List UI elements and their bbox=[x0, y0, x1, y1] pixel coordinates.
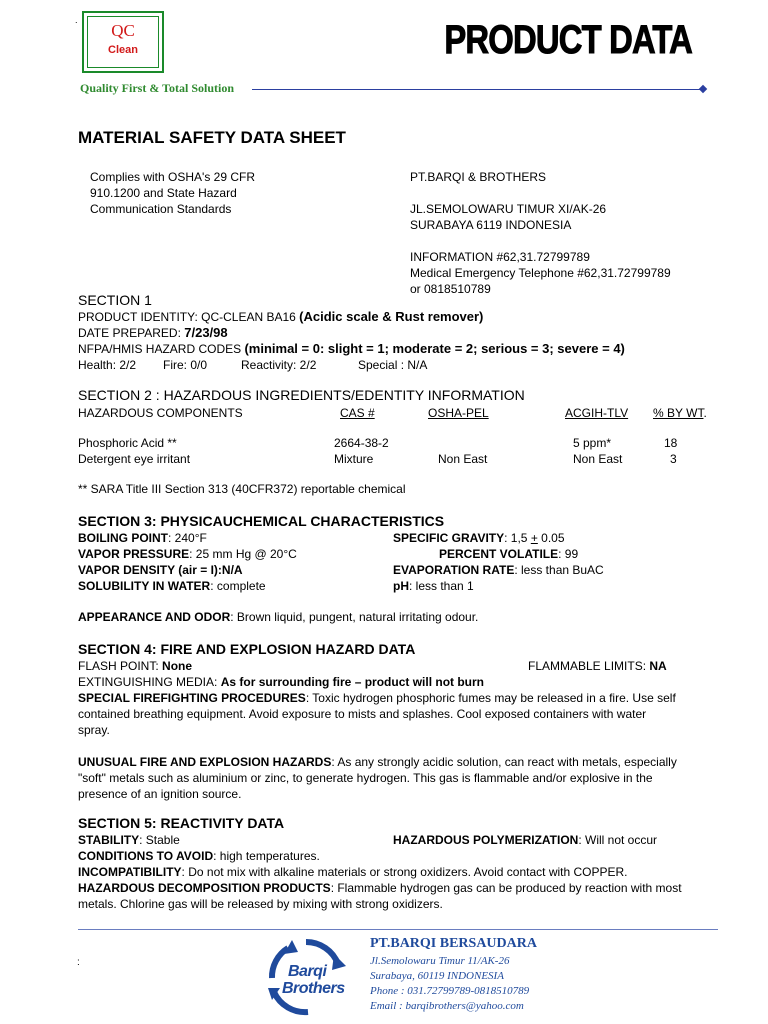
section3-heading: SECTION 3: PHYSICAUCHEMICAL CHARACTERISTICS bbox=[78, 513, 445, 529]
sara-note: ** SARA Title III Section 313 (40CFR372) reportable chemical bbox=[78, 482, 406, 496]
section5-body: STABILITY: Stable HAZARDOUS POLYMERIZATION: Will not occur CONDITIONS TO AVOID: high temperatures. INCOMPATIBILITY: Do not mix with alkaline materials or strong oxidizers. Avoid contact with COPPER. HAZARDOUS DECOMPOSITION PRODUCTS: Flammable hydrogen gas can be produced by reaction with most metals. Chlorine gas will be released by mixing with strong oxidizers. bbox=[78, 833, 682, 911]
section1-heading: SECTION 1 bbox=[78, 292, 152, 308]
table-row: Detergent eye irritant Mixture Non East Non East 3 bbox=[78, 452, 677, 466]
section2-table-header: HAZARDOUS COMPONENTS CAS # OSHA-PEL ACGIH-TLV % BY WT. bbox=[78, 406, 707, 420]
tagline-rule bbox=[252, 89, 704, 90]
logo-clean-text: Clean bbox=[108, 44, 138, 56]
tagline: Quality First & Total Solution bbox=[80, 81, 235, 95]
osha-compliance: Complies with OSHA's 29 CFR 910.1200 and State Hazard Communication Standards bbox=[90, 170, 255, 216]
section1-body: PRODUCT IDENTITY: QC-CLEAN BA16 (Acidic scale & Rust remover) DATE PREPARED: 7/23/98 NFPA/HMIS HAZARD CODES (minimal = 0: slight = 1; moderate = 2; serious = 3; severe = 4) Health: 2/2 Fire: 0/0 Reactivity: 2/2 Special : N/A bbox=[78, 309, 625, 372]
section5-heading: SECTION 5: REACTIVITY DATA bbox=[78, 815, 285, 831]
document-title: MATERIAL SAFETY DATA SHEET bbox=[78, 128, 346, 147]
footer-colon: : bbox=[77, 957, 80, 968]
tagline-arrow-icon bbox=[699, 85, 707, 93]
section3-properties: BOILING POINT: 240°F SPECIFIC GRAVITY: 1,5 + 0.05 VAPOR PRESSURE: 25 mm Hg @ 20°C PERCENT VOLATILE: 99 VAPOR DENSITY (air = I):N/A EVAPORATION RATE: less than BuAC SOLUBILITY IN WATER: complete pH: less than 1 bbox=[78, 531, 604, 593]
section4-body: FLASH POINT: None FLAMMABLE LIMITS: NA EXTINGUISHING MEDIA: As for surrounding fire – product will not burn SPECIAL FIREFIGHTING PROCEDURES: Toxic hydrogen phosphoric fumes may be released in a fire. Use self contained breathing equipment. Avoid exposure to mists and splashes. Cool exposed containers with water spray. UNUSUAL FIRE AND EXPLOSION HAZARDS: As any strongly acidic solution, can react with metals, especially "soft" metals such as aluminium or zinc, to generate hydrogen. This gas is flammable and/or explosive in the presence of an ignition source. bbox=[78, 659, 677, 801]
footer-rule bbox=[78, 929, 718, 930]
brand-barqi: Barqi bbox=[288, 963, 327, 980]
logo-qc-text: QC bbox=[111, 21, 135, 40]
brand-brothers: Brothers bbox=[282, 980, 345, 997]
appearance-odor: APPEARANCE AND ODOR: Brown liquid, pungent, natural irritating odour. bbox=[78, 610, 479, 624]
product-data-title: PRODUCT DATA bbox=[444, 18, 692, 62]
barqi-brothers-logo bbox=[258, 936, 358, 1016]
footer-company: PT.BARQI BERSAUDARA bbox=[370, 936, 537, 951]
section4-heading: SECTION 4: FIRE AND EXPLOSION HAZARD DATA bbox=[78, 641, 416, 657]
qc-clean-logo bbox=[82, 11, 164, 73]
company-info: PT.BARQI & BROTHERS JL.SEMOLOWARU TIMUR XI/AK-26 SURABAYA 6119 INDONESIA INFORMATION #62,31.72799789 Medical Emergency Telephone #62,31.72799789 or 0818510789 bbox=[410, 170, 671, 296]
footer-address: Jl.Semolowaru Timur 11/AK-26 Surabaya, 60119 INDONESIA Phone : 031.72799789-0818510789 Email : barqibrothers@yahoo.com bbox=[370, 955, 530, 1012]
corner-dot: . bbox=[75, 15, 78, 25]
table-row: Phosphoric Acid ** 2664-38-2 5 ppm* 18 bbox=[78, 436, 678, 450]
section2-heading: SECTION 2 : HAZARDOUS INGREDIENTS/EDENTITY INFORMATION bbox=[78, 387, 525, 403]
